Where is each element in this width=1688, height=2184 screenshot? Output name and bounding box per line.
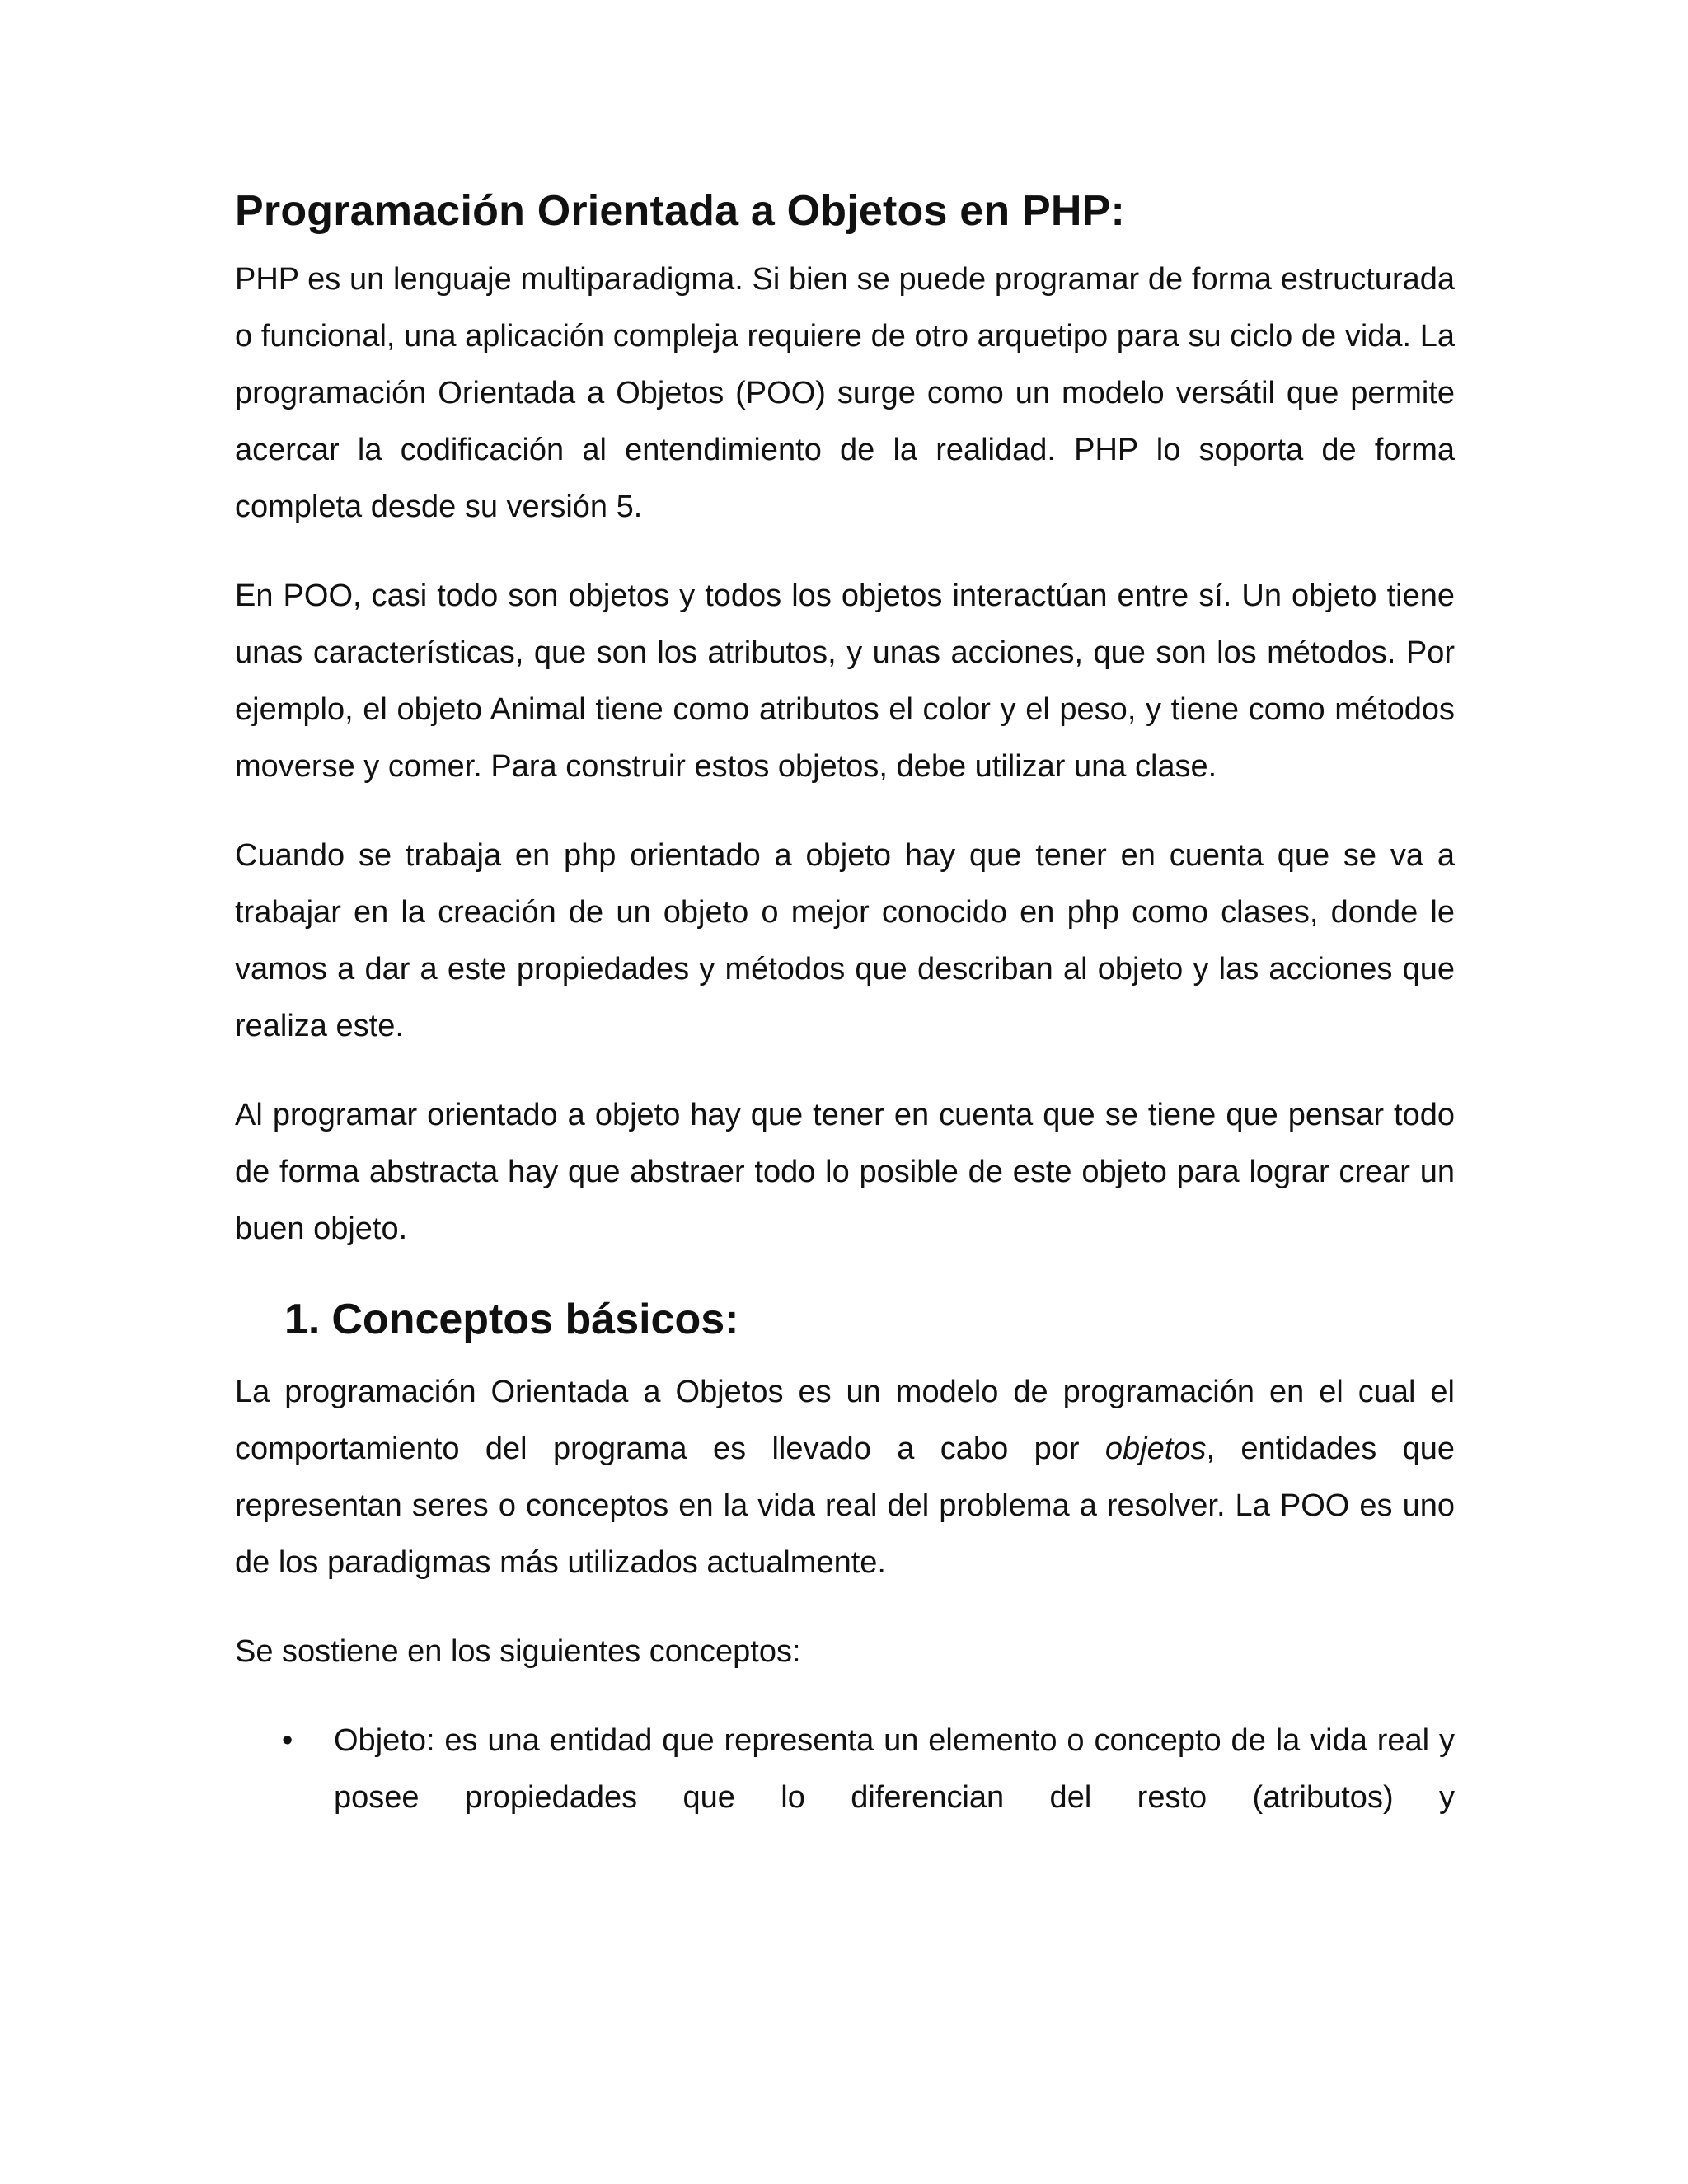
- concepts-list: [235, 1713, 1455, 1826]
- document-page: [235, 185, 1455, 1826]
- intro-paragraph-3: Cuando se trabaja en php orientado a objeto hay que tener en cuenta que se va a trabajar en la creación de un objeto o mejor conocido en php como clases, donde le vamos a dar a este propiedades y métodos que describan al objeto y las acciones que realiza este.: [235, 838, 1455, 1044]
- bullet-icon: •: [282, 1722, 293, 1758]
- intro-paragraph-1: PHP es un lenguaje multiparadigma. Si bien se puede programar de forma estructurada o funcional, una aplicación compleja requiere de otro arquetipo para su ciclo de vida. La programación Orientada a Objetos (POO) surge como un modelo versátil que permite acercar la codificación al entendimiento de la realidad. PHP lo soporta de forma completa desde su versión 5.: [235, 262, 1455, 525]
- document-title: Programación Orientada a Objetos en PHP:: [235, 187, 1126, 235]
- section-paragraph-1-part-b: , entidades que representan seres o conceptos en la vida real del problema a resolver. La POO es uno de los paradigmas más utilizados actualmente.: [235, 1431, 1455, 1580]
- intro-paragraph-2: En POO, casi todo son objetos y todos los objetos interactúan entre sí. Un objeto tiene unas características, que son los atributos, y unas acciones, que son los métodos. Por ejemplo, el objeto Animal tiene como atributos el color y el peso, y tiene como métodos moverse y comer. Para construir estos objetos, debe utilizar una clase.: [235, 579, 1455, 785]
- section-number: 1.: [284, 1296, 321, 1344]
- intro-paragraph-4: Al programar orientado a objeto hay que tener en cuenta que se tiene que pensar todo de forma abstracta hay que abstraer todo lo posible de este objeto para lograr crear un buen objeto.: [235, 1098, 1455, 1247]
- section-heading-conceptos: [284, 1294, 1455, 1345]
- emphasis-objetos: objetos: [1104, 1431, 1207, 1466]
- section-paragraph-2: Se sostiene en los siguientes conceptos:: [235, 1633, 801, 1669]
- section-paragraph-1: [235, 1364, 1455, 1591]
- list-item-text: Objeto: es una entidad que representa un elemento o concepto de la vida real y posee propiedades que lo diferencian del resto (atributos) y: [334, 1722, 1455, 1815]
- section-title: Conceptos básicos:: [331, 1296, 739, 1344]
- section-paragraph-1-part-a: La programación Orientada a Objetos es un modelo de programación en el cual el comportamiento del programa es llevado a cabo por: [235, 1374, 1455, 1466]
- list-item: [235, 1713, 1455, 1826]
